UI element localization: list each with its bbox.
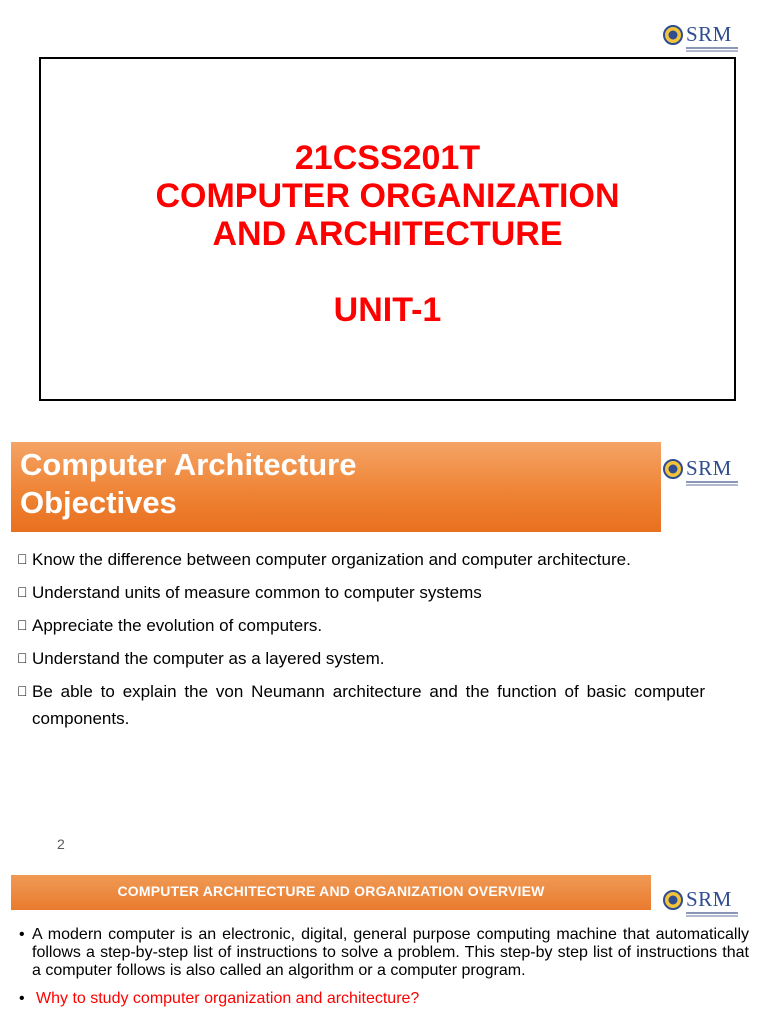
logo-text: SRM: [686, 22, 732, 46]
overview-question: Why to study computer organization and architecture?: [36, 990, 420, 1007]
objectives-title: Computer Architecture Objectives: [20, 447, 357, 520]
list-item: Understand units of measure common to computer systems: [17, 579, 705, 606]
list-item: [19, 926, 749, 980]
bullet-icon: [17, 678, 32, 732]
page-number: 2: [57, 836, 65, 852]
overview-content: [19, 926, 749, 1008]
bullet-icon: [17, 645, 32, 672]
list-item: Understand the computer as a layered system.: [17, 645, 705, 672]
list-item: Know the difference between computer organization and computer architecture.: [17, 546, 705, 573]
srm-logo: [663, 457, 738, 486]
title-slide-heading: [41, 139, 734, 329]
overview-banner: [11, 875, 651, 910]
logo-text: SRM: [686, 456, 732, 480]
overview-title: COMPUTER ARCHITECTURE AND ORGANIZATION OVERVIEW: [117, 883, 545, 899]
bullet-icon: [17, 612, 32, 639]
srm-emblem-icon: [663, 459, 683, 479]
list-item: Be able to explain the von Neumann architecture and the function of basic computer components.: [17, 678, 705, 732]
list-item: Appreciate the evolution of computers.: [17, 612, 705, 639]
overview-paragraph: A modern computer is an electronic, digital, general purpose computing machine that automatically follows a step-by-step list of instructions to solve a problem. This step-by step list of instructions that a computer follows is also called an algorithm or a computer program.: [32, 926, 749, 979]
course-title-line1: COMPUTER ORGANIZATION: [155, 177, 620, 215]
course-title-line2: AND ARCHITECTURE: [212, 215, 563, 253]
logo-text: SRM: [686, 887, 732, 911]
title-slide-frame: [39, 57, 736, 401]
srm-logo: [663, 23, 738, 52]
bullet-icon: [17, 579, 32, 606]
bullet-icon: •: [19, 926, 25, 943]
srm-emblem-icon: [663, 25, 683, 45]
unit-label: UNIT-1: [333, 291, 442, 329]
srm-emblem-icon: [663, 890, 683, 910]
bullet-icon: [17, 546, 32, 573]
srm-logo: [663, 888, 738, 917]
objectives-list: [17, 546, 705, 738]
course-code: 21CSS201T: [294, 139, 481, 177]
list-item: [19, 990, 749, 1008]
objectives-banner: [11, 442, 661, 532]
bullet-icon: •: [19, 990, 25, 1007]
